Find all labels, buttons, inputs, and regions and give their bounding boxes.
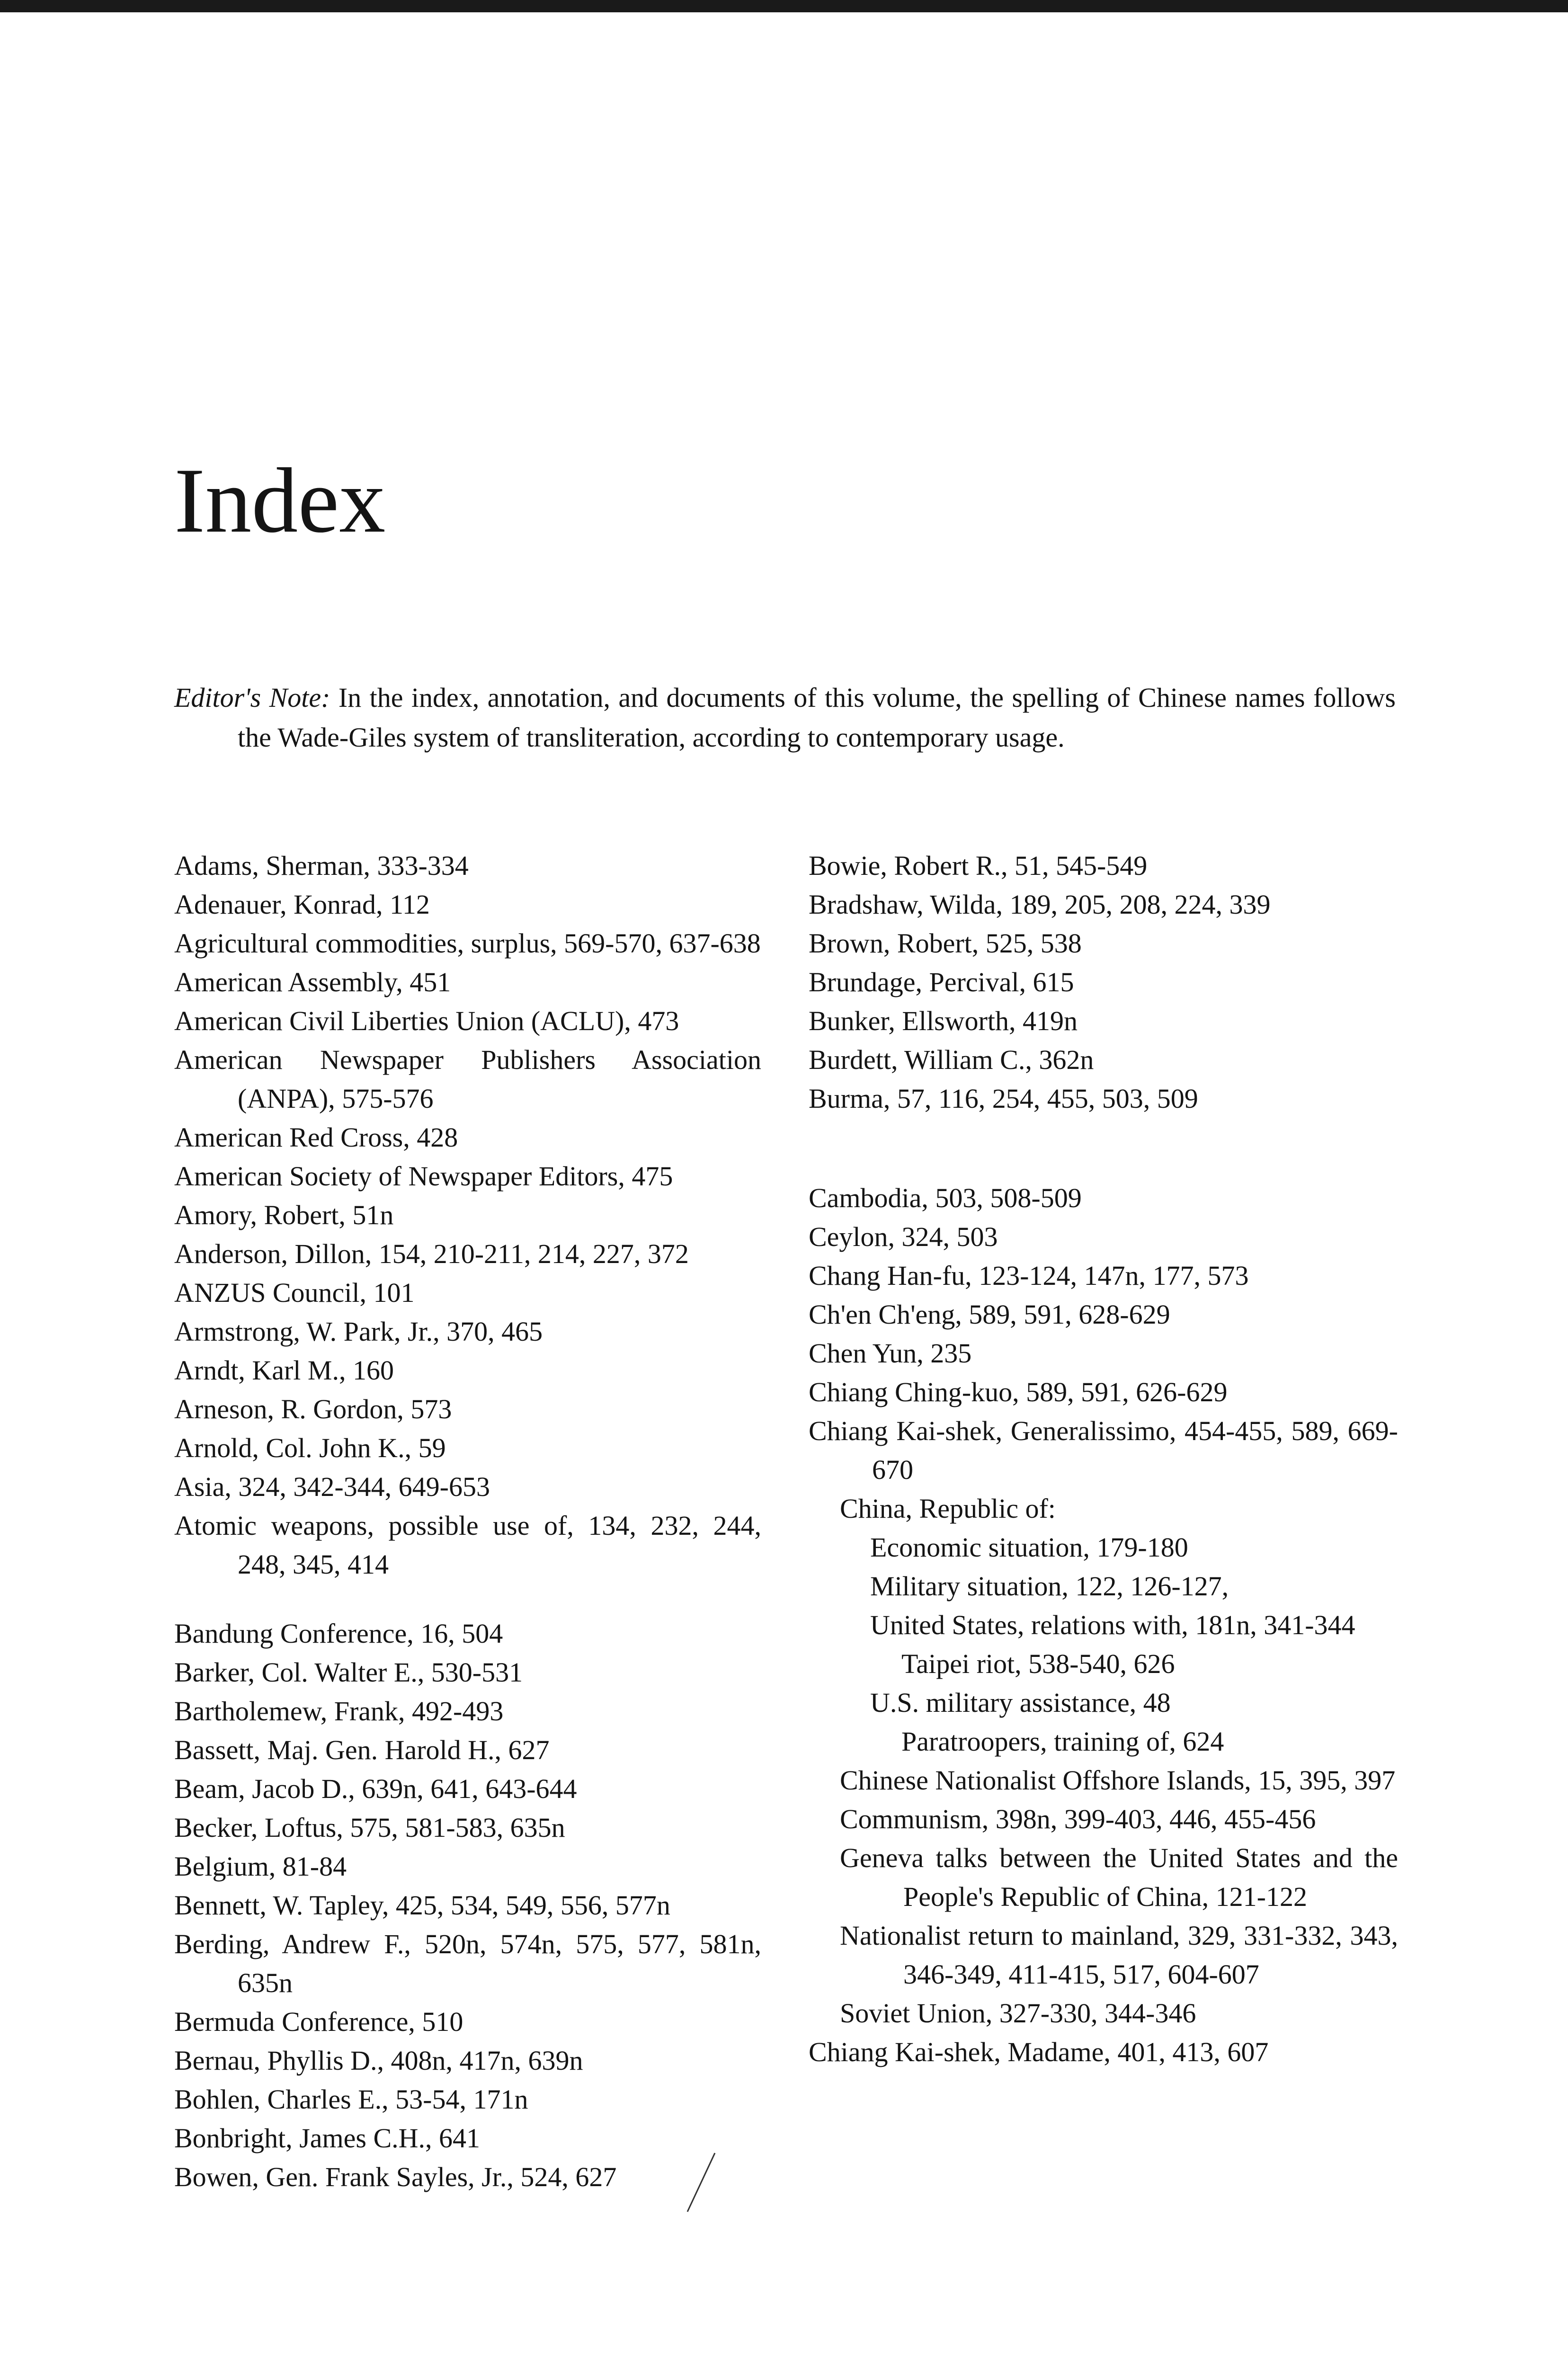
- index-entry: American Red Cross, 428: [174, 1122, 458, 1153]
- editors-note-text: In the index, annotation, and documents of this volume, the spelling of Chinese names follows the Wade-Giles system of transliteration, according to contemporary usage.: [238, 682, 1396, 753]
- letter-group-gap: [809, 1118, 1398, 1148]
- index-entry: ANZUS Council, 101: [174, 1277, 415, 1308]
- index-entry: Adams, Sherman, 333-334: [174, 850, 469, 881]
- index-subentry: Communism, 398n, 399-403, 446, 455-456: [840, 1804, 1316, 1834]
- index-entry: Bassett, Maj. Gen. Harold H., 627: [174, 1735, 550, 1765]
- index-entry: Anderson, Dillon, 154, 210-211, 214, 227, 372: [174, 1238, 689, 1269]
- index-entry: Amory, Robert, 51n: [174, 1200, 394, 1230]
- index-column-right: [809, 846, 1398, 2072]
- index-entry: Barker, Col. Walter E., 530-531: [174, 1657, 523, 1688]
- index-entry: Bonbright, James C.H., 641: [174, 2123, 481, 2153]
- index-entry: Burma, 57, 116, 254, 455, 503, 509: [809, 1083, 1198, 1114]
- index-subentry: Military situation, 122, 126-127,: [870, 1571, 1229, 1602]
- index-entry: Arndt, Karl M., 160: [174, 1355, 394, 1386]
- index-entry: Bandung Conference, 16, 504: [174, 1618, 503, 1649]
- index-entry: Bowen, Gen. Frank Sayles, Jr., 524, 627: [174, 2162, 617, 2192]
- index-entry: Brown, Robert, 525, 538: [809, 928, 1082, 959]
- index-subentry: China, Republic of:: [840, 1493, 1056, 1524]
- index-entry: Bermuda Conference, 510: [174, 2006, 463, 2037]
- index-entry: Ch'en Ch'eng, 589, 591, 628-629: [809, 1299, 1170, 1330]
- index-entry: Chiang Ching-kuo, 589, 591, 626-629: [809, 1377, 1228, 1407]
- index-subentry: Economic situation, 179-180: [870, 1532, 1188, 1563]
- index-entry: Arneson, R. Gordon, 573: [174, 1394, 452, 1424]
- letter-group-gap: [809, 1148, 1398, 1179]
- index-entry: American Newspaper Publishers Association (ANPA), 575-576: [174, 1044, 761, 1114]
- index-subentry: Chinese Nationalist Offshore Islands, 15, 395, 397: [840, 1765, 1396, 1796]
- top-edge-bar: [0, 0, 1568, 12]
- index-entry: Ceylon, 324, 503: [809, 1221, 998, 1252]
- index-entry: Chen Yun, 235: [809, 1338, 972, 1369]
- index-subentry: U.S. military assistance, 48: [870, 1687, 1171, 1718]
- index-entry: Asia, 324, 342-344, 649-653: [174, 1471, 490, 1502]
- editors-note-label: Editor's Note:: [174, 682, 330, 713]
- index-subentry: Soviet Union, 327-330, 344-346: [840, 1998, 1196, 2029]
- index-entry: Beam, Jacob D., 639n, 641, 643-644: [174, 1773, 577, 1804]
- index-entry: Chiang Kai-shek, Madame, 401, 413, 607: [809, 2037, 1269, 2067]
- index-entry: Brundage, Percival, 615: [809, 967, 1074, 997]
- index-entry: Chiang Kai-shek, Generalissimo, 454-455, 589, 669-670: [809, 1415, 1398, 1485]
- index-entry: Agricultural commodities, surplus, 569-570, 637-638: [174, 928, 761, 959]
- index-entry: Armstrong, W. Park, Jr., 370, 465: [174, 1316, 543, 1347]
- index-entry: Belgium, 81-84: [174, 1851, 347, 1882]
- index-entry: Burdett, William C., 362n: [809, 1044, 1094, 1075]
- index-entry: Cambodia, 503, 508-509: [809, 1183, 1082, 1213]
- editors-note: [174, 678, 1396, 757]
- index-entry: Bunker, Ellsworth, 419n: [809, 1006, 1078, 1036]
- index-entry: Bohlen, Charles E., 53-54, 171n: [174, 2084, 528, 2115]
- letter-group-gap: [174, 1584, 761, 1614]
- index-entry: Berding, Andrew F., 520n, 574n, 575, 577, 581n, 635n: [174, 1929, 761, 1998]
- index-column-left: [174, 846, 761, 2197]
- index-entry: Bradshaw, Wilda, 189, 205, 208, 224, 339: [809, 889, 1271, 920]
- index-subentry: United States, relations with, 181n, 341-344: [870, 1610, 1355, 1640]
- index-subentry: Nationalist return to mainland, 329, 331-332, 343, 346-349, 411-415, 517, 604-607: [840, 1920, 1398, 1990]
- index-entry: Chang Han-fu, 123-124, 147n, 177, 573: [809, 1260, 1249, 1291]
- index-entry: American Society of Newspaper Editors, 475: [174, 1161, 673, 1192]
- index-entry: Atomic weapons, possible use of, 134, 232, 244, 248, 345, 414: [174, 1510, 761, 1580]
- index-entry: Bartholemew, Frank, 492-493: [174, 1696, 504, 1726]
- index-entry: Adenauer, Konrad, 112: [174, 889, 430, 920]
- index-entry: American Civil Liberties Union (ACLU), 473: [174, 1006, 679, 1036]
- index-entry: Arnold, Col. John K., 59: [174, 1433, 446, 1463]
- page-title: Index: [174, 449, 386, 552]
- index-entry: Bennett, W. Tapley, 425, 534, 549, 556, 577n: [174, 1890, 670, 1921]
- index-entry: Bowie, Robert R., 51, 545-549: [809, 850, 1148, 881]
- index-subentry: Paratroopers, training of, 624: [901, 1726, 1224, 1757]
- index-subentry: Taipei riot, 538-540, 626: [901, 1648, 1175, 1679]
- pencil-check-mark: [682, 2149, 720, 2216]
- index-entry: Bernau, Phyllis D., 408n, 417n, 639n: [174, 2045, 583, 2076]
- index-entry: American Assembly, 451: [174, 967, 451, 997]
- index-entry: Becker, Loftus, 575, 581-583, 635n: [174, 1812, 565, 1843]
- index-subentry: Geneva talks between the United States and the People's Republic of China, 121-122: [840, 1842, 1398, 1912]
